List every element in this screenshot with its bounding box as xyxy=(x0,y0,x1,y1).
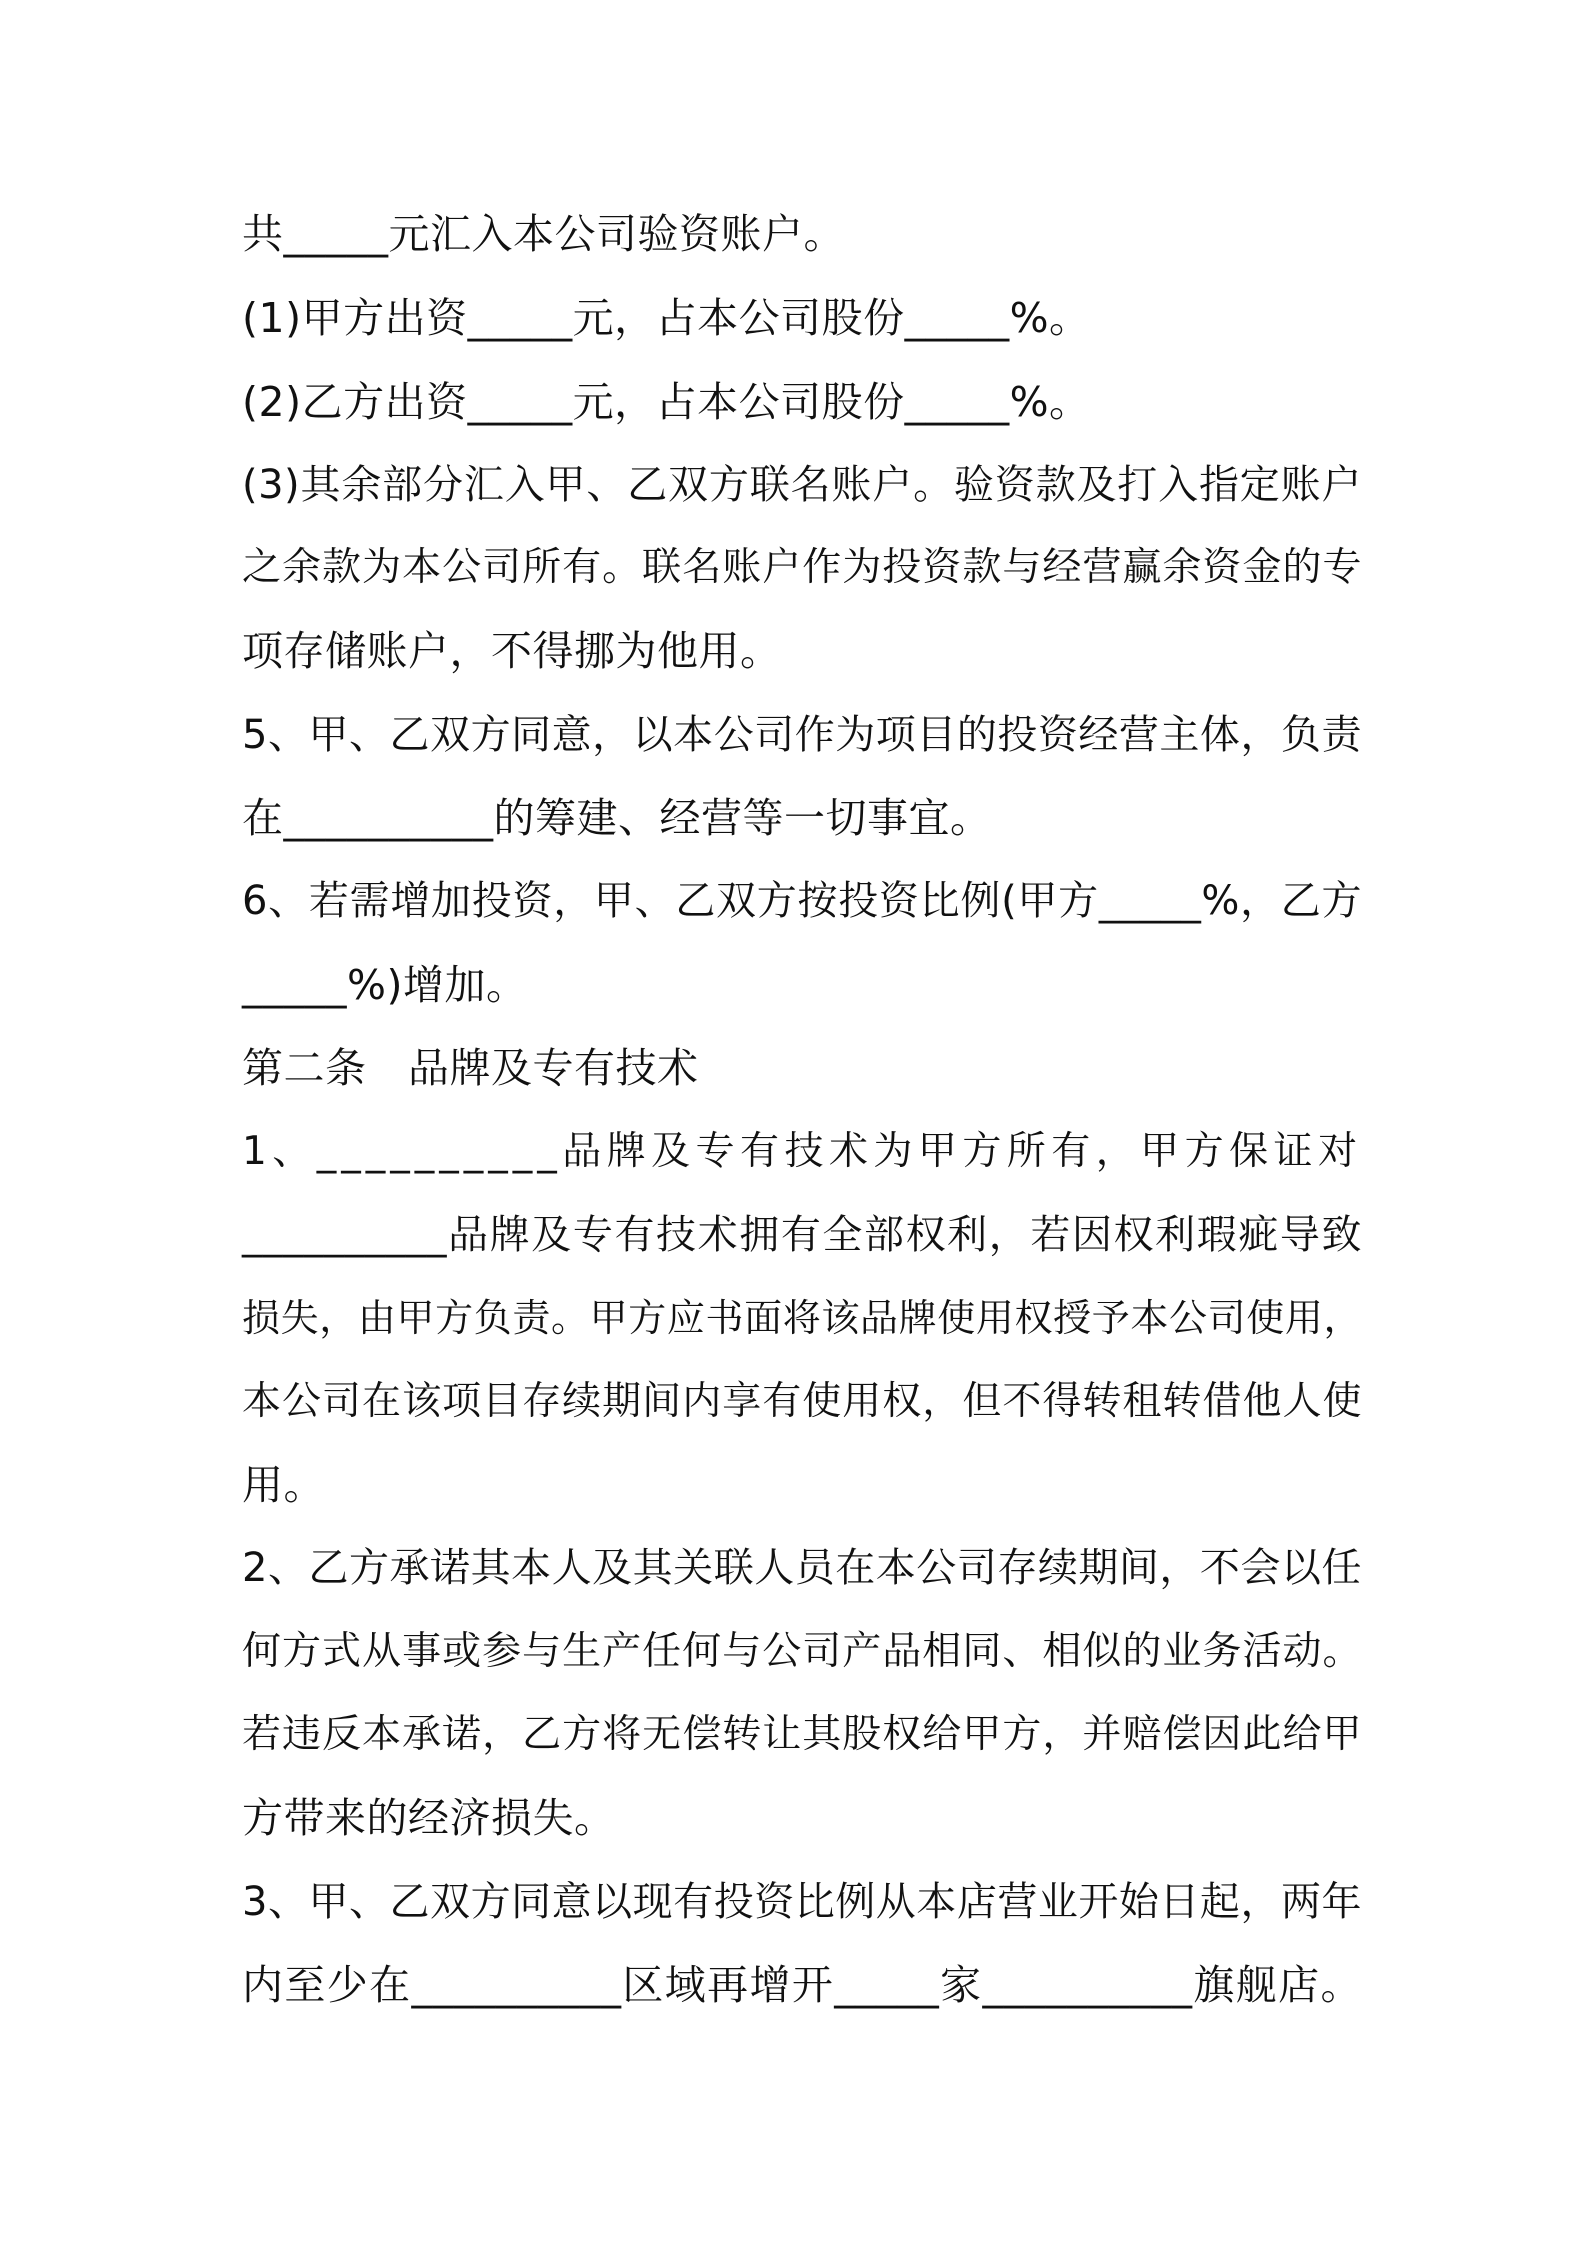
text-line-2: (1)甲方出资_____元，占本公司股份_____%。 xyxy=(242,294,1091,342)
text-line-18: 何方式从事或参与生产任何与公司产品相同、相似的业务活动。 xyxy=(242,1629,1362,1674)
text-line-3: (2)乙方出资_____元，占本公司股份_____%。 xyxy=(242,378,1091,426)
section-heading: 第二条 品牌及专有技术 xyxy=(242,1044,699,1092)
text-line-7: 5、甲、乙双方同意，以本公司作为项目的投资经营主体，负责 xyxy=(242,712,1362,758)
text-line-1: 共_____元汇入本公司验资账户。 xyxy=(242,210,845,258)
text-line-4: (3)其余部分汇入甲、乙双方联名账户。验资款及打入指定账户 xyxy=(242,462,1362,508)
text-line-19: 若违反本承诺，乙方将无偿转让其股权给甲方，并赔偿因此给甲 xyxy=(242,1712,1362,1757)
text-line-15: 本公司在该项目存续期间内享有使用权，但不得转租转借他人使 xyxy=(242,1379,1362,1424)
text-line-10: _____%)增加。 xyxy=(242,961,528,1009)
text-line-20: 方带来的经济损失。 xyxy=(242,1794,616,1842)
text-line-8: 在__________的筹建、经营等一切事宜。 xyxy=(242,794,992,842)
text-line-16: 用。 xyxy=(242,1461,325,1509)
text-line-9: 6、若需增加投资，甲、乙双方按投资比例(甲方_____%，乙方 xyxy=(242,878,1362,924)
text-line-21: 3、甲、乙双方同意以现有投资比例从本店营业开始日起，两年 xyxy=(242,1879,1362,1925)
text-line-17: 2、乙方承诺其本人及其关联人员在本公司存续期间，不会以任 xyxy=(242,1545,1362,1591)
text-line-5: 之余款为本公司所有。联名账户作为投资款与经营赢余资金的专 xyxy=(242,545,1362,590)
text-line-22: 内至少在__________区域再增开_____家__________旗舰店。 xyxy=(242,1961,1362,2009)
text-line-13: __________品牌及专有技术拥有全部权利，若因权利瑕疵导致 xyxy=(242,1212,1362,1258)
text-line-14: 损失，由甲方负责。甲方应书面将该品牌使用权授予本公司使用， xyxy=(242,1296,1362,1340)
text-line-12: 1、__________品牌及专有技术为甲方所有，甲方保证对 xyxy=(242,1129,1362,1174)
text-line-6: 项存储账户，不得挪为他用。 xyxy=(242,627,782,675)
